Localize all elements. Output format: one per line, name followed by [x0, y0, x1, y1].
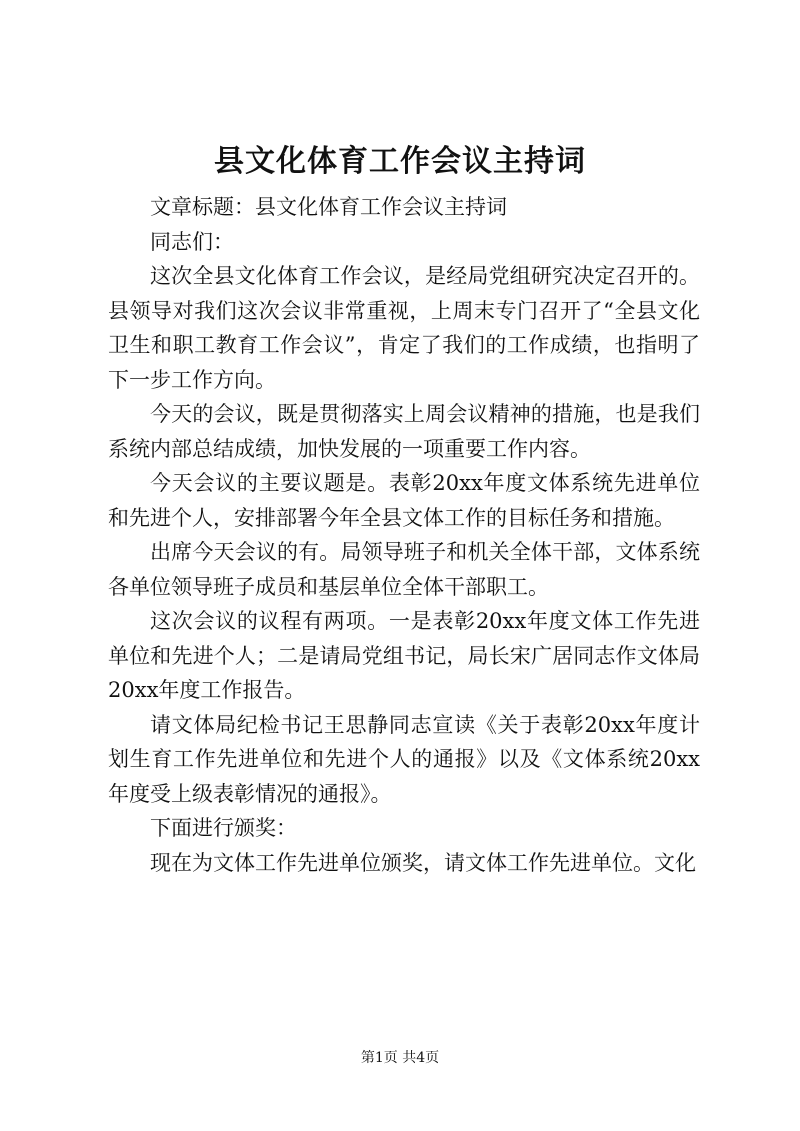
- paragraph-salutation: 同志们：: [150, 229, 234, 254]
- document-body: [108, 190, 700, 880]
- paragraph-4: 出席今天会议的有。局领导班子和机关全体干部，文体系统各单位领导班子成员和基层单位全体干部职工。: [108, 540, 700, 599]
- paragraph-3: 今天会议的主要议题是。表彰20xx年度文体系统先进单位和先进个人，安排部署今年全县文体工作的目标任务和措施。: [108, 471, 700, 530]
- paragraph-1: 这次全县文化体育工作会议，是经局党组研究决定召开的。县领导对我们这次会议非常重视，上周末专门召开了“全县文化卫生和职工教育工作会议”，肯定了我们的工作成绩，也指明了下一步工作方向。: [108, 264, 700, 392]
- document-title: 县文化体育工作会议主持词: [214, 144, 586, 179]
- paragraph-2: 今天的会议，既是贯彻落实上周会议精神的措施，也是我们系统内部总结成绩，加快发展的一项重要工作内容。: [108, 402, 700, 461]
- page-footer: 第1页 共4页: [360, 1050, 440, 1066]
- paragraph-7: 下面进行颁奖：: [150, 816, 297, 840]
- paragraph-article-title: 文章标题：县文化体育工作会议主持词: [150, 195, 507, 219]
- paragraph-6: 请文体局纪检书记王思静同志宣读《关于表彰20xx年度计划生育工作先进单位和先进个人的通报》以及《文体系统20xx年度受上级表彰情况的通报》。: [108, 712, 700, 806]
- paragraph-8: 现在为文体工作先进单位颁奖，请文体工作先进单位。文化: [150, 850, 696, 875]
- paragraph-5: 这次会议的议程有两项。一是表彰20xx年度文体工作先进单位和先进个人；二是请局党组书记，局长宋广居同志作文体局20xx年度工作报告。: [108, 609, 700, 702]
